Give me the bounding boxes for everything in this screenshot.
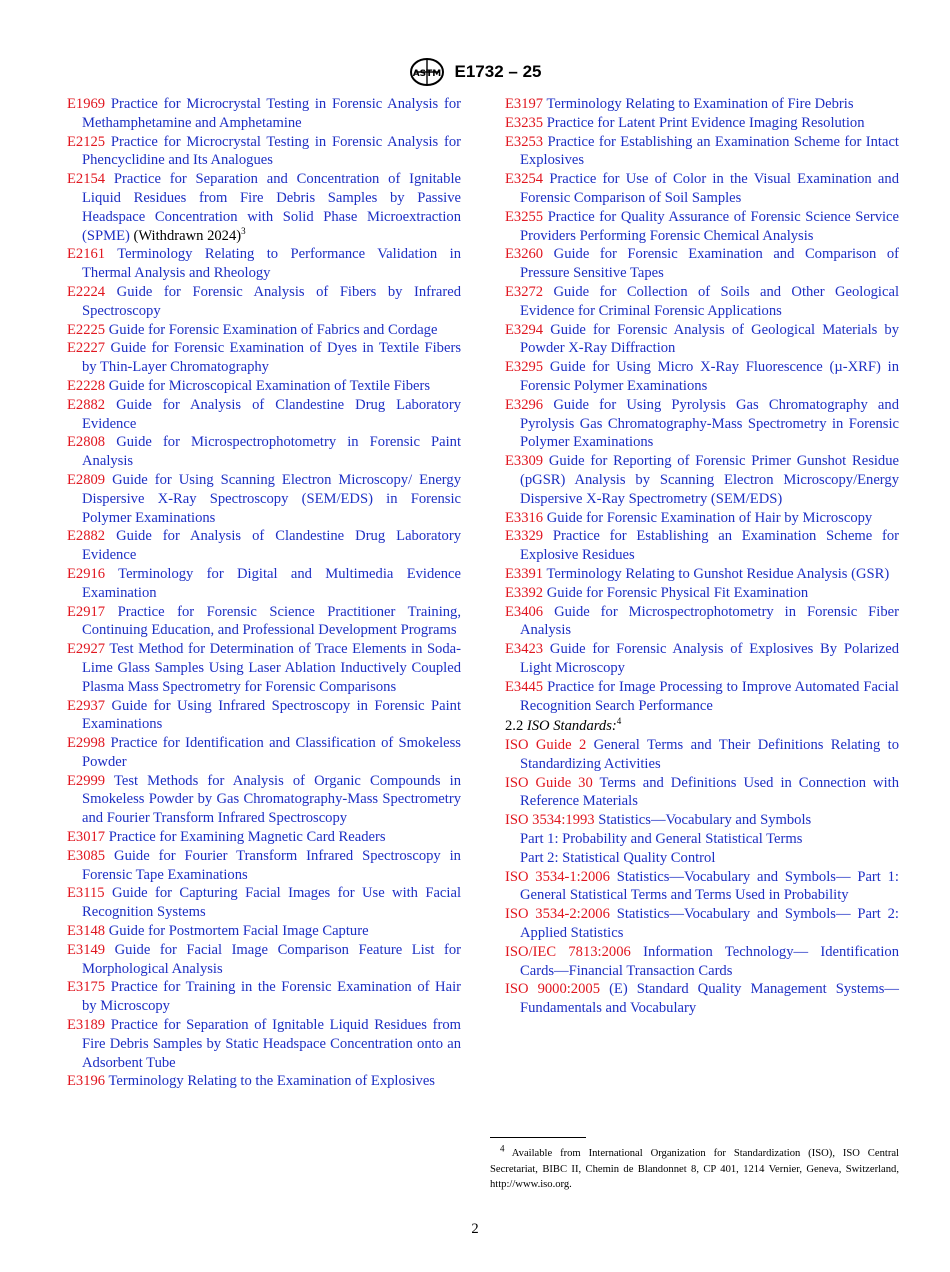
reference-entry <box>67 133 461 171</box>
reference-entry <box>67 1072 461 1091</box>
page-number: 2 <box>471 1221 479 1237</box>
reference-title-link[interactable]: Guide for Forensic Analysis of Geological Materials by Powder X-Ray Diffraction <box>520 321 900 357</box>
reference-entry <box>505 640 899 678</box>
reference-part[interactable]: Part 2: Statistical Quality Control <box>520 849 716 866</box>
iso-references-list <box>505 736 899 1018</box>
reference-code-link[interactable]: E2154 <box>67 171 106 188</box>
reference-code-link[interactable]: E2161 <box>67 246 106 263</box>
reference-title-link[interactable]: Terminology Relating to Performance Validation in Thermal Analysis and Rheology <box>82 246 462 282</box>
reference-entry <box>67 734 461 772</box>
reference-code-link[interactable]: E3085 <box>67 847 106 864</box>
reference-code-link[interactable]: E2927 <box>67 641 106 658</box>
section-title: ISO Standards: <box>526 718 617 735</box>
reference-title-link[interactable]: Guide for Using Scanning Electron Microscopy/ Energy Dispersive X-Ray Spectroscopy (SEM/EDS) in Forensic Polymer Examinations <box>82 471 461 526</box>
reference-code-link[interactable]: E2809 <box>67 471 106 488</box>
reference-entry <box>67 847 461 885</box>
reference-title-link[interactable]: Practice for Quality Assurance of Forensic Science Service Providers Performing Forensic Chemical Analysis <box>520 208 899 244</box>
reference-entry <box>505 774 899 812</box>
footnote-marker: 4 <box>616 716 622 727</box>
standard-designation: E1732 – 25 <box>454 62 542 81</box>
reference-title-link[interactable]: Guide for Microspectrophotometry in Forensic Fiber Analysis <box>520 603 899 639</box>
reference-entry <box>67 527 461 565</box>
reference-title-link[interactable]: Guide for Microscopical Examination of Textile Fibers <box>108 377 431 394</box>
reference-entry <box>505 114 899 133</box>
reference-entry <box>67 396 461 434</box>
reference-entry <box>505 868 899 906</box>
reference-code-link[interactable]: E3423 <box>505 641 544 658</box>
reference-entry <box>67 170 461 245</box>
reference-code-link[interactable]: E2882 <box>67 396 106 413</box>
reference-title-link[interactable]: Practice for Establishing an Examination Scheme for Intact Explosives <box>520 133 899 169</box>
reference-code-link[interactable]: E3253 <box>505 133 544 150</box>
reference-title-link[interactable]: Terms and Definitions Used in Connection with Reference Materials <box>520 774 900 810</box>
reference-title-link[interactable]: Practice for Latent Print Evidence Imaging Resolution <box>546 114 865 131</box>
reference-title-link[interactable]: Guide for Forensic Examination of Hair by Microscopy <box>546 509 873 526</box>
reference-code-link[interactable]: E3391 <box>505 565 544 582</box>
reference-title-link[interactable]: Terminology Relating to Examination of Fire Debris <box>546 96 854 112</box>
footnote-text: Available from International Organization for Standardization (ISO), ISO Central Secretariat, BIBC II, Chemin de Blandonnet 8, CP 401, 1214 Vernier, Geneva, Switzerland, http://www.iso.org. <box>490 1148 899 1190</box>
reference-code-link[interactable]: E3115 <box>67 885 105 902</box>
reference-title-link[interactable]: Terminology Relating to Gunshot Residue Analysis (GSR) <box>546 565 890 582</box>
reference-title-link[interactable]: General Terms and Their Definitions Relating to Standardizing Activities <box>520 737 899 772</box>
reference-title-link[interactable]: Statistics—Vocabulary and Symbols <box>598 812 812 829</box>
reference-entry <box>505 452 899 508</box>
reference-title-link[interactable]: Guide for Analysis of Clandestine Drug Laboratory Evidence <box>82 396 461 432</box>
reference-code-link[interactable]: E3254 <box>505 171 544 188</box>
reference-entry <box>67 603 461 641</box>
astm-logo-icon <box>409 57 445 87</box>
reference-code-link[interactable]: E3260 <box>505 246 544 263</box>
reference-code-link[interactable]: E3296 <box>505 396 544 413</box>
reference-entry <box>67 1016 461 1072</box>
page-header <box>0 57 950 87</box>
reference-entry <box>505 736 899 774</box>
reference-code-link[interactable]: E2998 <box>67 735 106 752</box>
reference-entry <box>67 697 461 735</box>
reference-entry <box>505 905 899 943</box>
reference-title-link[interactable]: Guide for Using Infrared Spectroscopy in Forensic Paint Examinations <box>82 697 461 733</box>
reference-code-link[interactable]: ISO 9000:2005 <box>505 981 600 998</box>
reference-code-link[interactable]: E3175 <box>67 979 106 996</box>
reference-entry <box>505 321 899 359</box>
reference-entry <box>67 95 461 133</box>
reference-title-link[interactable]: Guide for Using Pyrolysis Gas Chromatography and Pyrolysis Gas Chromatography-Mass Spectrometry in Forensic Polymer Examinations <box>520 396 900 451</box>
reference-code-link[interactable]: E2228 <box>67 377 106 394</box>
reference-entry <box>505 527 899 565</box>
reference-entry <box>67 565 461 603</box>
reference-title-link[interactable]: Terminology for Digital and Multimedia Evidence Examination <box>82 565 461 601</box>
reference-entry <box>67 772 461 828</box>
reference-title-link[interactable]: Guide for Fourier Transform Infrared Spectroscopy in Forensic Tape Examinations <box>82 847 461 883</box>
reference-entry <box>505 133 899 171</box>
reference-entry <box>67 245 461 283</box>
footnote <box>490 1143 899 1193</box>
reference-code-link[interactable]: E2917 <box>67 603 106 620</box>
reference-title-link[interactable]: Guide for Forensic Analysis of Fibers by Infrared Spectroscopy <box>82 283 461 319</box>
reference-code-link[interactable]: ISO/IEC 7813:2006 <box>505 943 631 960</box>
iso-section-heading <box>505 717 899 736</box>
reference-title-link[interactable]: Practice for Examining Magnetic Card Readers <box>108 829 386 846</box>
reference-code-link[interactable]: ISO Guide 2 <box>505 737 587 754</box>
reference-entry <box>67 471 461 527</box>
reference-entry <box>505 603 899 641</box>
reference-code-link[interactable]: E1969 <box>67 96 106 112</box>
reference-code-link[interactable]: E2882 <box>67 528 106 545</box>
reference-code-link[interactable]: ISO 3534:1993 <box>505 812 595 829</box>
reference-title-link[interactable]: Statistics—Vocabulary and Symbols— Part 2: Applied Statistics <box>520 906 899 942</box>
reference-title-link[interactable]: Guide for Facial Image Comparison Feature List for Morphological Analysis <box>82 941 461 977</box>
reference-code-link[interactable]: E3148 <box>67 923 106 940</box>
reference-entry <box>67 884 461 922</box>
reference-code-link[interactable]: E3255 <box>505 208 544 225</box>
reference-code-link[interactable]: E2999 <box>67 772 106 789</box>
reference-entry <box>67 922 461 941</box>
reference-title-link[interactable]: Statistics—Vocabulary and Symbols— Part 1: General Statistical Terms and Terms Used in Probability <box>520 868 899 904</box>
reference-entry <box>67 433 461 471</box>
reference-code-link[interactable]: E3316 <box>505 509 544 526</box>
reference-entry <box>505 245 899 283</box>
astm-logo-text: ASTM <box>412 69 441 79</box>
reference-title-link[interactable]: Guide for Forensic Physical Fit Examination <box>546 584 809 601</box>
reference-title-link[interactable]: Test Method for Determination of Trace Elements in Soda-Lime Glass Samples Using Laser Ablation Inductively Coupled Plasma Mass Spectrometry for Forensic Comparisons <box>82 641 461 695</box>
right-column <box>505 95 899 1018</box>
reference-title-link[interactable]: Guide for Microspectrophotometry in Forensic Paint Analysis <box>82 434 462 470</box>
reference-entry <box>67 828 461 847</box>
reference-entry <box>505 678 899 716</box>
reference-code-link[interactable]: E2227 <box>67 340 106 357</box>
reference-code-link[interactable]: E2916 <box>67 565 106 582</box>
withdrawn-note: (Withdrawn 2024) <box>129 227 242 244</box>
reference-code-link[interactable]: E2808 <box>67 434 106 451</box>
reference-title-link[interactable]: Guide for Analysis of Clandestine Drug Laboratory Evidence <box>82 528 461 564</box>
reference-title-link[interactable]: Practice for Forensic Science Practitioner Training, Continuing Education, and Professional Development Programs <box>82 603 462 639</box>
reference-code-link[interactable]: E3197 <box>505 96 544 112</box>
reference-code-link[interactable]: ISO 3534-1:2006 <box>505 868 610 885</box>
footnote-number: 4 <box>500 1143 505 1154</box>
reference-entry <box>67 978 461 1016</box>
reference-code-link[interactable]: E2224 <box>67 283 106 300</box>
reference-entry <box>505 208 899 246</box>
reference-title-link[interactable]: Guide for Forensic Examination of Dyes in Textile Fibers by Thin-Layer Chromatography <box>82 340 461 376</box>
reference-title-link[interactable]: Practice for Identification and Classification of Smokeless Powder <box>82 735 461 770</box>
reference-entry <box>67 339 461 377</box>
reference-title-link[interactable]: Guide for Reporting of Forensic Primer Gunshot Residue (pGSR) Analysis by Scanning Electron Microscopy/Energy Dispersive X-Ray Spectrometry (SEM/EDS) <box>520 453 899 507</box>
reference-code-link[interactable]: E3196 <box>67 1073 106 1090</box>
reference-entry <box>505 509 899 528</box>
reference-title-link[interactable]: Guide for Capturing Facial Images for Use with Facial Recognition Systems <box>82 885 461 921</box>
reference-entry <box>67 283 461 321</box>
reference-code-link[interactable]: E3149 <box>67 941 106 958</box>
reference-code-link[interactable]: E3189 <box>67 1017 106 1034</box>
reference-title-link[interactable]: Guide for Forensic Analysis of Explosives By Polarized Light Microscopy <box>520 641 899 676</box>
reference-entry <box>505 283 899 321</box>
reference-title-link[interactable]: Practice for Separation and Concentration of Ignitable Liquid Residues from Fire Debris Samples by Passive Headspace Concentration with Solid Phase Microextraction (SPME) <box>82 171 461 244</box>
reference-code-link[interactable]: E3017 <box>67 829 106 846</box>
reference-entry <box>67 640 461 696</box>
reference-entry <box>505 565 899 584</box>
reference-code-link[interactable]: E3445 <box>505 678 544 695</box>
reference-entry <box>67 321 461 340</box>
reference-code-link[interactable]: ISO 3534-2:2006 <box>505 906 610 923</box>
reference-entry <box>67 941 461 979</box>
reference-entry <box>67 377 461 396</box>
reference-title-link[interactable]: Guide for Using Micro X-Ray Fluorescence (µ-XRF) in Forensic Polymer Examinations <box>520 359 899 394</box>
reference-title-link[interactable]: (E) Standard Quality Management Systems—Fundamentals and Vocabulary <box>520 981 899 1017</box>
reference-entry <box>505 980 899 1018</box>
reference-title-link[interactable]: Practice for Image Processing to Improve Automated Facial Recognition Search Performance <box>520 678 899 714</box>
footnote-divider <box>490 1137 586 1138</box>
reference-code-link[interactable]: E3235 <box>505 114 544 131</box>
reference-code-link[interactable]: E3309 <box>505 453 544 470</box>
reference-title-link[interactable]: Information Technology— Identification Cards—Financial Transaction Cards <box>520 943 899 979</box>
reference-title-link[interactable]: Guide for Forensic Examination and Comparison of Pressure Sensitive Tapes <box>520 246 899 282</box>
reference-code-link[interactable]: E3272 <box>505 283 544 300</box>
reference-entry <box>505 584 899 603</box>
reference-entry <box>505 811 899 830</box>
reference-title-link[interactable]: Test Methods for Analysis of Organic Compounds in Smokeless Powder by Gas Chromatography-Mass Spectrometry and Fourier Transform Infrared Spectroscopy <box>82 772 462 827</box>
footnote-marker: 3 <box>241 225 246 236</box>
reference-code-link[interactable]: E3406 <box>505 603 544 620</box>
astm-references-list <box>505 95 899 715</box>
reference-title-link[interactable]: Terminology Relating to the Examination of Explosives <box>108 1073 435 1090</box>
left-column <box>67 95 461 1091</box>
section-number: 2.2 <box>505 718 527 735</box>
reference-entry <box>505 396 899 452</box>
reference-code-link[interactable]: E3392 <box>505 584 544 601</box>
reference-code-link[interactable]: E3329 <box>505 528 544 545</box>
reference-title-link[interactable]: Practice for Separation of Ignitable Liquid Residues from Fire Debris Samples by Static Headspace Concentration onto an Adsorbent Tube <box>82 1017 461 1071</box>
reference-title-link[interactable]: Practice for Establishing an Examination Scheme for Explosive Residues <box>520 528 900 564</box>
reference-entry <box>505 943 899 981</box>
reference-title-link[interactable]: Practice for Use of Color in the Visual Examination and Forensic Comparison of Soil Samples <box>520 171 899 206</box>
reference-part[interactable]: Part 1: Probability and General Statistical Terms <box>520 831 803 848</box>
reference-code-link[interactable]: ISO Guide 30 <box>505 774 593 791</box>
reference-code-link[interactable]: E2937 <box>67 697 106 714</box>
reference-title-link[interactable]: Guide for Forensic Examination of Fabrics and Cordage <box>108 321 438 338</box>
reference-title-link[interactable]: Practice for Microcrystal Testing in Forensic Analysis for Phencyclidine and Its Analogues <box>82 133 461 169</box>
reference-entry <box>505 95 899 114</box>
reference-code-link[interactable]: E3294 <box>505 321 544 338</box>
reference-entry <box>505 170 899 208</box>
reference-title-link[interactable]: Practice for Microcrystal Testing in Forensic Analysis for Methamphetamine and Amphetamine <box>82 96 461 131</box>
reference-entry <box>505 358 899 396</box>
reference-code-link[interactable]: E2225 <box>67 321 106 338</box>
reference-title-link[interactable]: Guide for Collection of Soils and Other Geological Evidence for Criminal Forensic Applications <box>520 283 899 319</box>
reference-title-link[interactable]: Guide for Postmortem Facial Image Capture <box>108 923 369 940</box>
reference-title-link[interactable]: Practice for Training in the Forensic Examination of Hair by Microscopy <box>82 979 461 1015</box>
reference-code-link[interactable]: E2125 <box>67 133 106 150</box>
reference-code-link[interactable]: E3295 <box>505 359 544 376</box>
